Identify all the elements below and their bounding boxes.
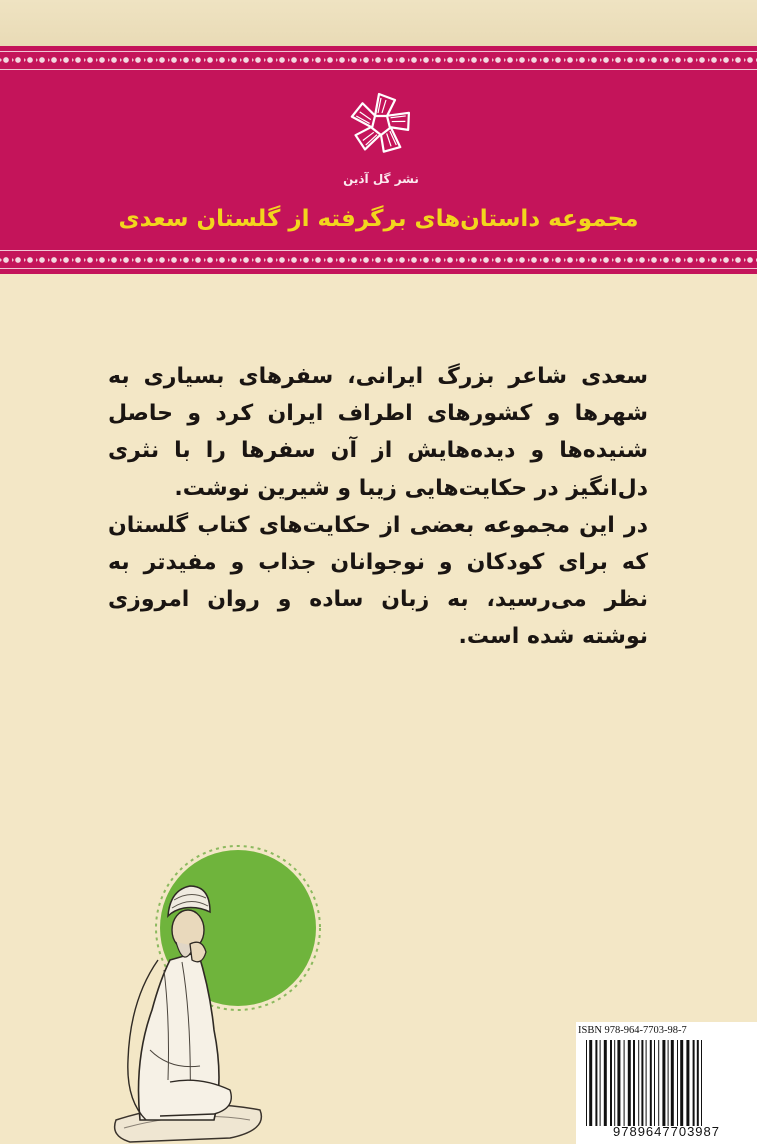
banner-border-line [0,250,757,251]
saadi-figure-illustration [110,820,370,1144]
barcode-digits: 9789647703987 [613,1124,720,1139]
book-star-logo-icon [342,84,420,162]
cover-top-edge [0,0,757,46]
description-paragraph: سعدی شاعر بزرگ ایرانی، سفرهای بسیاری به شهرها و کشورهای اطراف ایران کرد و حاصل شنیده‌ها و دیده‌هایش از آن سفرها را با نثری دل‌انگیز در حکایت‌هایی زیبا و شیرین نوشت. [108,364,648,501]
isbn-label: ISBN 978-964-7703-98-7 [578,1025,687,1036]
publisher-name: نشر گل آذین [343,172,419,186]
description-paragraph: در این مجموعه بعضی از حکایت‌های کتاب گلستان که برای کودکان و نوجوانان جذاب و مفیدتر به نظر می‌رسید، به زبان ساده و روان امروزی نوشته شده است. [108,512,648,650]
header-banner [0,46,757,274]
barcode-icon [584,1040,750,1126]
series-title: مجموعه داستان‌های برگرفته از گلستان سعدی [118,206,639,232]
banner-lace-top [0,54,757,66]
banner-border-line [0,51,757,52]
book-description [108,358,648,656]
banner-lace-bottom [0,254,757,266]
banner-border-line [0,268,757,269]
banner-border-line [0,69,757,70]
